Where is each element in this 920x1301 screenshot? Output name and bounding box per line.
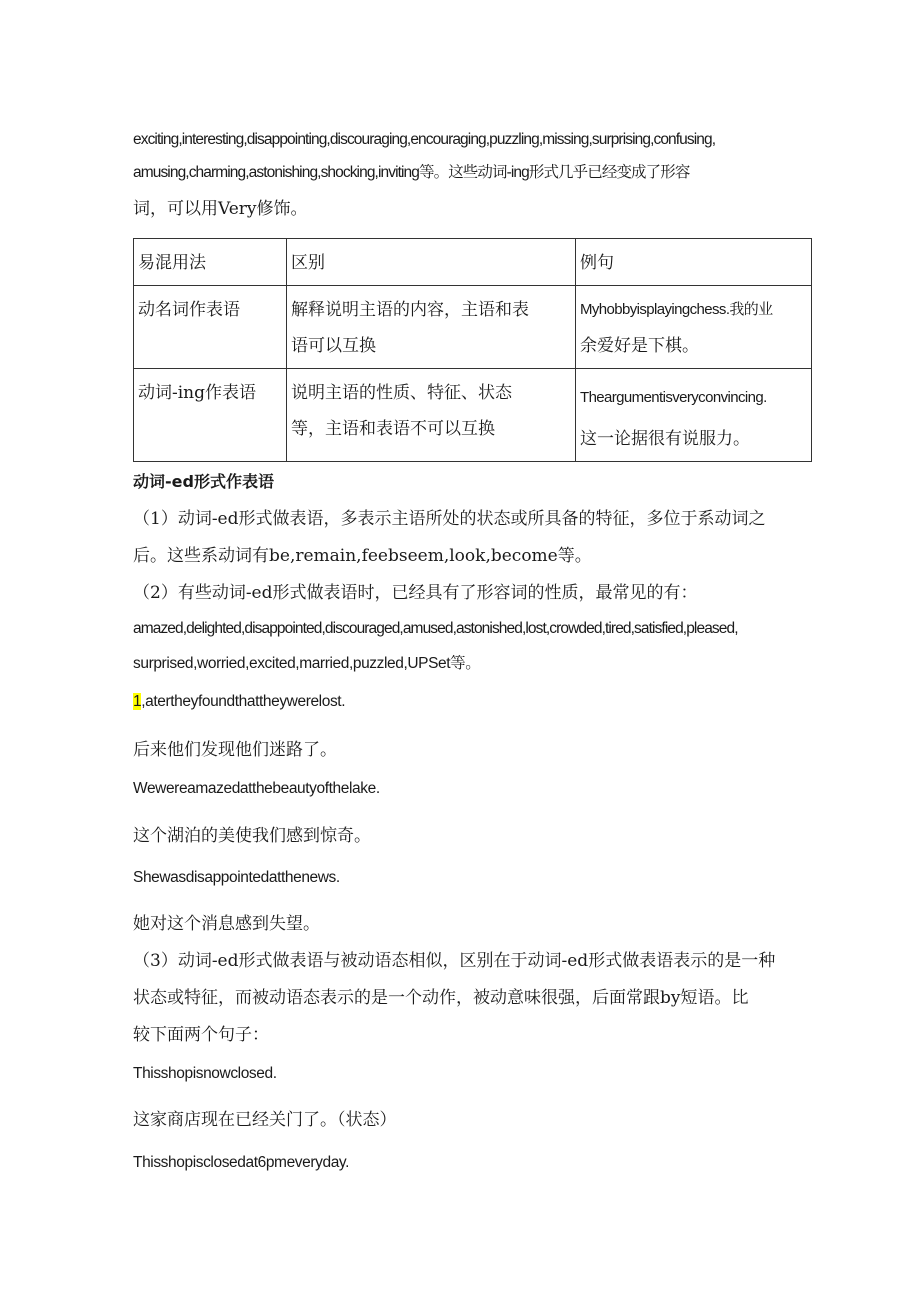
highlight-marker: 1 [133,693,142,710]
compare-1-en: Thisshopisnowclosed. [133,1065,277,1082]
section-heading: 动词-ed形式作表语 [133,472,274,491]
header-difference: 区别 [287,239,576,286]
para3-line-1: （3）动词-ed形式做表语与被动语态相似，区别在于动词-ed形式做表语表示的是一种 [133,951,776,971]
para1-line-2: 后。这些系动词有be,remain,feebseem,look,become等。 [133,546,592,566]
row-difference [287,369,576,462]
para3-line-3: 较下面两个句子： [133,1025,269,1045]
example-2-en: Wewereamazedatthebeautyofthelake. [133,780,380,797]
table-row [134,369,812,462]
para1-line-1: （1）动词-ed形式做表语，多表示主语所处的状态或所具备的特征，多位于系动词之 [133,509,766,529]
header-usage: 易混用法 [134,239,287,286]
row-example-line: Myhobbyisplayingchess.我的业 [580,301,773,318]
row-difference-line: 解释说明主语的内容，主语和表 [291,300,529,320]
intro-line-2-text: amusing,charming,astonishing,shocking,inviting等。这些动词-ing形式几乎已经变成了形容 [133,164,690,181]
intro-line-3: 词，可以用Very修饰。 [133,199,308,219]
comparison-table [133,238,812,462]
row-example-line: 这一论据很有说服力。 [580,429,750,449]
example-1-en [133,690,345,714]
table-row [134,286,812,369]
para2-line-1: （2）有些动词-ed形式做表语时，已经具有了形容词的性质，最常见的有： [133,583,698,603]
para2-line-3: surprised,worried,excited,married,puzzled,UPSet等。 [133,655,481,672]
row-example-line: 余爱好是下棋。 [580,336,699,356]
intro-line-1: exciting,interesting,disappointing,discouraging,encouraging,puzzling,missing,surprising,confusing, [133,131,716,148]
table-header-row [134,239,812,286]
row-difference-line: 语可以互换 [291,336,376,356]
example-1-en-text: ,atertheyfoundthattheywerelost. [141,693,346,710]
row-difference [287,286,576,369]
example-2-zh: 这个湖泊的美使我们感到惊奇。 [133,826,371,846]
row-usage: 动词-ing作表语 [134,369,287,462]
intro-line-2 [133,160,689,185]
row-difference-line: 等，主语和表语不可以互换 [291,419,495,439]
example-3-en: Shewasdisappointedatthenews. [133,869,340,886]
row-example [576,286,812,369]
compare-1-zh: 这家商店现在已经关门了。（状态） [133,1110,397,1130]
header-example: 例句 [576,239,812,286]
para2-line-2: amazed,delighted,disappointed,discouraged,amused,astonished,lost,crowded,tired,satisfied,pleased, [133,620,738,637]
para3-line-2: 状态或特征，而被动语态表示的是一个动作，被动意味很强，后面常跟by短语。比 [133,988,749,1008]
row-usage: 动名词作表语 [134,286,287,369]
compare-2-en: Thisshopisclosedat6pmeveryday. [133,1154,350,1171]
row-example [576,369,812,462]
example-1-zh: 后来他们发现他们迷路了。 [133,740,337,760]
example-3-zh: 她对这个消息感到失望。 [133,914,320,934]
row-difference-line: 说明主语的性质、特征、状态 [291,383,512,403]
row-example-line: Theargumentisveryconvincing. [580,389,767,406]
